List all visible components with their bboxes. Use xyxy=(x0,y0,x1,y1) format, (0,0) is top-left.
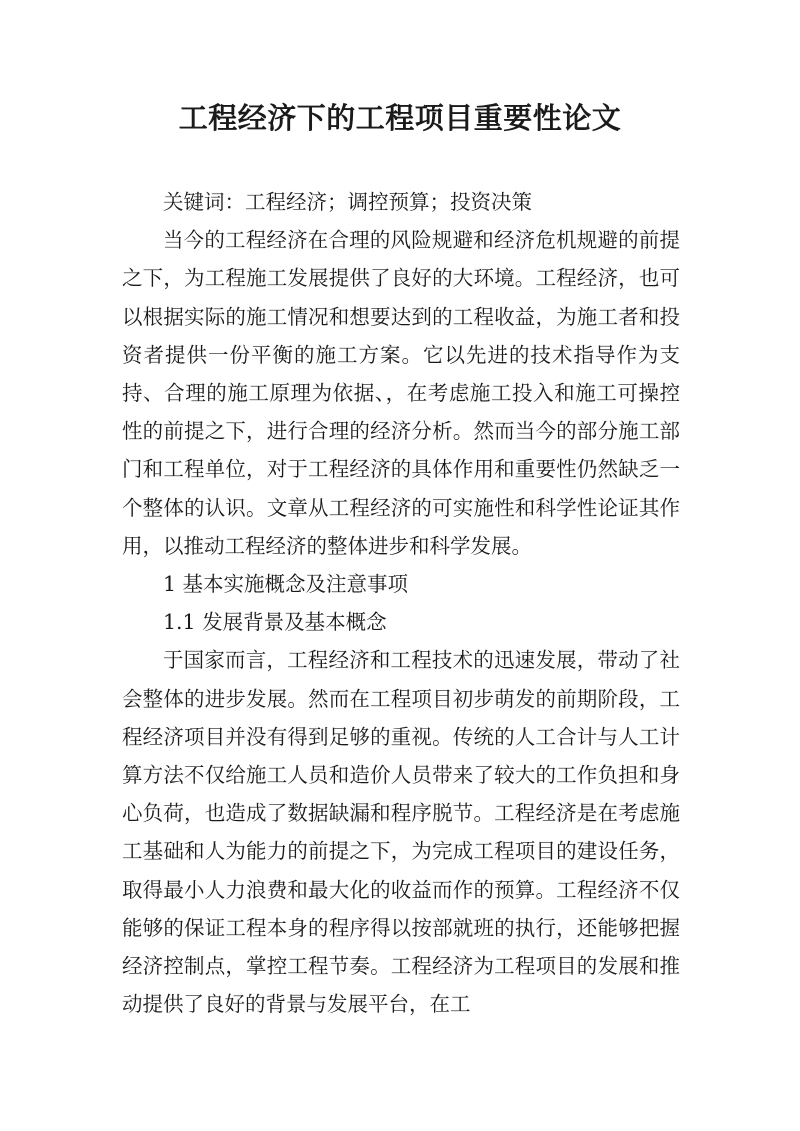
body-paragraph: 于国家而言，工程经济和工程技术的迅速发展，带动了社会整体的进步发展。然而在工程项目初步萌发的前期阶段，工程经济项目并没有得到足够的重视。传统的人工合计与人工计算方法不仅给施工人员和造价人员带来了较大的工作负担和身心负荷，也造成了数据缺漏和程序脱节。工程经济是在考虑施工基础和人为能力的前提之下，为完成工程项目的建设任务，取得最小人力浪费和最大化的收益而作的预算。工程经济不仅能够的保证工程本身的程序得以按部就班的执行，还能够把握经济控制点，掌控工程节奏。工程经济为工程项目的发展和推动提供了良好的背景与发展平台，在工 xyxy=(122,648,680,1017)
document-title: 工程经济下的工程项目重要性论文 xyxy=(178,101,622,135)
section-heading: 1 基本实施概念及注意事项 xyxy=(163,572,409,597)
document-body xyxy=(122,183,680,1023)
intro-paragraph: 当今的工程经济在合理的风险规避和经济危机规避的前提之下，为工程施工发展提供了良好的大环境。工程经济，也可以根据实际的施工情况和想要达到的工程收益，为施工者和投资者提供一份平衡的施工方案。它以先进的技术指导作为支持、合理的施工原理为依据、，在考虑施工投入和施工可操控性的前提之下，进行合理的经济分析。然而当今的部分施工部门和工程单位，对于工程经济的具体作用和重要性仍然缺乏一个整体的认识。文章从工程经济的可实施性和科学性论证其作用，以推动工程经济的整体进步和科学发展。 xyxy=(122,228,680,558)
subsection-heading: 1.1 发展背景及基本概念 xyxy=(163,610,387,635)
keywords-line: 关键词：工程经济；调控预算；投资决策 xyxy=(163,190,532,214)
